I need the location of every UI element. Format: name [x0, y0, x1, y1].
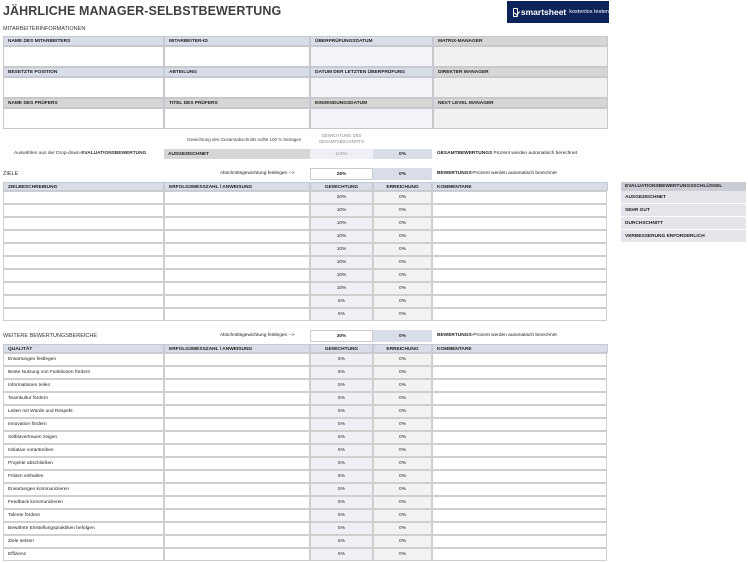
achievement-cell: 0%: [373, 496, 432, 509]
table-header-cell: ERFOLGSMESSZAHL / ANWEISUNG: [164, 182, 310, 191]
table-header-cell: ZIELBESCHREIBUNG: [3, 182, 164, 191]
table-row: [3, 418, 607, 431]
weight-input[interactable]: 5%: [310, 308, 373, 321]
weight-input[interactable]: 5%: [310, 535, 373, 548]
select-instruction: [14, 151, 146, 156]
metric-input[interactable]: [164, 379, 310, 392]
achievement-cell: 0%: [373, 431, 432, 444]
total-label-rest: Prozent werden automatisch berechnet: [492, 151, 577, 156]
metric-input[interactable]: [164, 548, 310, 561]
table-header-cell: GEWICHTUNG: [310, 182, 373, 191]
goal-description-input[interactable]: [3, 230, 164, 243]
metric-input[interactable]: [164, 457, 310, 470]
table-row: [3, 269, 607, 282]
metric-input[interactable]: [164, 392, 310, 405]
metric-input[interactable]: [164, 308, 310, 321]
achievement-cell: 0%: [373, 230, 432, 243]
comments-input[interactable]: [432, 392, 607, 405]
smartsheet-logo-button[interactable]: [507, 1, 609, 23]
comments-input[interactable]: [432, 308, 607, 321]
metric-input[interactable]: [164, 522, 310, 535]
employee-field-input[interactable]: [3, 108, 164, 129]
weight-input[interactable]: 5%: [310, 470, 373, 483]
total-label-bold: GESAMTBEWERTUNGS: [437, 151, 493, 156]
rating-key-item: SEHR GUT: [621, 204, 746, 217]
comments-input[interactable]: [432, 366, 607, 379]
employee-field-input[interactable]: [310, 77, 433, 98]
table-row: [3, 256, 607, 269]
evaluation-dropdown[interactable]: AUSGEZEICHNET: [164, 149, 310, 159]
quality-cell: Selbstvertrauen zeigen: [3, 431, 164, 444]
comments-input[interactable]: [432, 230, 607, 243]
weight-input[interactable]: 5%: [310, 431, 373, 444]
table-row: [3, 522, 607, 535]
achievement-cell: 0%: [373, 470, 432, 483]
additional-note: [437, 333, 557, 338]
metric-input[interactable]: [164, 282, 310, 295]
achievement-cell: 0%: [373, 379, 432, 392]
weight-input[interactable]: 10%: [310, 217, 373, 230]
rating-key-item: AUSGEZEICHNET: [621, 191, 746, 204]
table-row: [3, 308, 607, 321]
table-row: [3, 444, 607, 457]
metric-input[interactable]: [164, 269, 310, 282]
goals-note-rest: Prozent werden automatisch berechnet: [473, 171, 557, 176]
weight-input[interactable]: 5%: [310, 457, 373, 470]
weight-input[interactable]: 10%: [310, 282, 373, 295]
achievement-cell: 0%: [373, 308, 432, 321]
goal-description-input[interactable]: [3, 217, 164, 230]
employee-field-label: MATRIX-MANAGER: [433, 36, 608, 46]
logo-tagline: kostenlos testen: [569, 9, 609, 15]
weight-input[interactable]: 5%: [310, 353, 373, 366]
achievement-cell: 0%: [373, 353, 432, 366]
metric-input[interactable]: [164, 295, 310, 308]
quality-cell: Feedback kommunizieren: [3, 496, 164, 509]
total-rating-note: [437, 151, 577, 156]
metric-input[interactable]: [164, 204, 310, 217]
weight-input[interactable]: 5%: [310, 483, 373, 496]
achievement-cell: 0%: [373, 243, 432, 256]
table-row: [3, 496, 607, 509]
total-weight-value: 100%: [310, 149, 373, 159]
table-row: [3, 217, 607, 230]
weight-input[interactable]: 5%: [310, 496, 373, 509]
metric-input[interactable]: [164, 405, 310, 418]
employee-field-input[interactable]: [3, 77, 164, 98]
goals-weight-label: Abschnittsgewichtung festlegen -->: [220, 171, 295, 176]
table-row: [3, 548, 607, 561]
weight-input[interactable]: 5%: [310, 366, 373, 379]
weight-input[interactable]: 5%: [310, 405, 373, 418]
table-row: [3, 483, 607, 496]
comments-input[interactable]: [432, 483, 607, 496]
quality-cell: Fristen einhalten: [3, 470, 164, 483]
goals-section-achievement: 0%: [373, 168, 432, 180]
comments-input[interactable]: [432, 243, 607, 256]
quality-cell: Innovation fördern: [3, 418, 164, 431]
weight-input[interactable]: 5%: [310, 509, 373, 522]
weight-header: GEWICHTUNG DES GESAMTABSCHNITTS: [318, 133, 365, 144]
comments-input[interactable]: [432, 269, 607, 282]
weight-input[interactable]: 5%: [310, 295, 373, 308]
employee-field-label: ÜBERPRÜFUNGSDATUM: [310, 36, 433, 46]
employee-field-label: DIREKTER MANAGER: [433, 67, 608, 77]
metric-input[interactable]: [164, 353, 310, 366]
achievement-cell: 0%: [373, 457, 432, 470]
metric-input[interactable]: [164, 230, 310, 243]
additional-note-bold: BEWERTUNGS-: [437, 333, 474, 338]
goals-title: ZIELE: [3, 171, 19, 177]
table-row: [3, 457, 607, 470]
quality-cell: Projekte abschließen: [3, 457, 164, 470]
achievement-cell: 0%: [373, 405, 432, 418]
weight-input[interactable]: 20%: [310, 191, 373, 204]
table-header-cell: KOMMENTARE: [432, 182, 608, 191]
achievement-cell: 0%: [373, 366, 432, 379]
comments-input[interactable]: [432, 191, 607, 204]
quality-cell: Initiative vorantreiben: [3, 444, 164, 457]
achievement-cell: 0%: [373, 483, 432, 496]
weight-input[interactable]: 5%: [310, 522, 373, 535]
logo-brand: smartsheet: [520, 7, 567, 17]
table-row: [3, 230, 607, 243]
achievement-cell: 0%: [373, 392, 432, 405]
comments-input[interactable]: [432, 405, 607, 418]
comments-input[interactable]: [432, 535, 607, 548]
weight-input[interactable]: 5%: [310, 444, 373, 457]
goal-description-input[interactable]: [3, 243, 164, 256]
table-row: [3, 470, 607, 483]
weight-input[interactable]: 5%: [310, 548, 373, 561]
achievement-cell: 0%: [373, 444, 432, 457]
table-header-cell: GEWICHTUNG: [310, 344, 373, 353]
employee-field-label: NEXT LEVEL MANAGER: [433, 98, 608, 108]
weight-note: Gewichtung des Gesamtabschnitts sollte 100 % betragen: [187, 137, 302, 142]
goals-section-weight-input[interactable]: 25%: [310, 168, 373, 180]
table-header-cell: QUALITÄT: [3, 344, 164, 353]
goal-description-input[interactable]: [3, 256, 164, 269]
select-prefix: Auswählen aus der Drop-down-: [14, 151, 82, 156]
employee-field-label: NAME DES MITARBEITERS: [3, 36, 164, 46]
additional-note-rest: Prozent werden automatisch berechnet: [473, 333, 557, 338]
table-header-cell: ERREICHUNG: [373, 344, 432, 353]
goal-description-input[interactable]: [3, 282, 164, 295]
weight-input[interactable]: 5%: [310, 379, 373, 392]
comments-input[interactable]: [432, 353, 607, 366]
achievement-cell: 0%: [373, 548, 432, 561]
additional-section-weight-input[interactable]: 30%: [310, 330, 373, 342]
quality-cell: Bewährte Einstellungspraktiken befolgen: [3, 522, 164, 535]
comments-input[interactable]: [432, 295, 607, 308]
employee-field-input[interactable]: [164, 77, 310, 98]
rating-key-item: DURCHSCHNITT: [621, 217, 746, 230]
quality-cell: Ziele setzen: [3, 535, 164, 548]
goals-note: [437, 171, 557, 176]
page-title: JÄHRLICHE MANAGER-SELBSTBEWERTUNG: [3, 4, 282, 18]
table-row: [3, 366, 607, 379]
achievement-cell: 0%: [373, 269, 432, 282]
quality-cell: Teamkultur fördern: [3, 392, 164, 405]
metric-input[interactable]: [164, 444, 310, 457]
goal-description-input[interactable]: [3, 295, 164, 308]
goals-note-bold: BEWERTUNGS-: [437, 171, 474, 176]
employee-field-input[interactable]: [310, 108, 433, 129]
employee-field-input[interactable]: [433, 77, 608, 98]
comments-input[interactable]: [432, 509, 607, 522]
table-header-cell: ERFOLGSMESSZAHL / ANWEISUNG: [164, 344, 310, 353]
table-row: [3, 243, 607, 256]
weight-input[interactable]: 10%: [310, 204, 373, 217]
table-row: [3, 379, 607, 392]
quality-cell: Beste Nutzung von Funktionen fördern: [3, 366, 164, 379]
rating-key-title: EVALUATIONSBEWERTUNGSSCHLÜSSEL: [621, 182, 746, 191]
table-header-cell: KOMMENTARE: [432, 344, 608, 353]
select-bold: EVALUATIONSBEWERTUNG: [81, 151, 147, 156]
weight-input[interactable]: 10%: [310, 243, 373, 256]
table-header-cell: ERREICHUNG: [373, 182, 432, 191]
achievement-cell: 0%: [373, 282, 432, 295]
quality-cell: Informationen teilen: [3, 379, 164, 392]
quality-cell: Erwartungen kommunizieren: [3, 483, 164, 496]
achievement-cell: 0%: [373, 256, 432, 269]
employee-field-label: NAME DES PRÜFERS: [3, 98, 164, 108]
metric-input[interactable]: [164, 191, 310, 204]
goal-description-input[interactable]: [3, 269, 164, 282]
metric-input[interactable]: [164, 256, 310, 269]
table-row: [3, 431, 607, 444]
quality-cell: Effizienz: [3, 548, 164, 561]
metric-input[interactable]: [164, 243, 310, 256]
metric-input[interactable]: [164, 217, 310, 230]
total-achievement-value: 0%: [373, 149, 432, 159]
employee-section-title: MITARBEITERINFORMATIONEN: [3, 26, 86, 32]
comments-input[interactable]: [432, 256, 607, 269]
comments-input[interactable]: [432, 470, 607, 483]
achievement-cell: 0%: [373, 295, 432, 308]
metric-input[interactable]: [164, 431, 310, 444]
employee-field-label: BESETZTE POSITION: [3, 67, 164, 77]
employee-field-input[interactable]: [3, 46, 164, 67]
comments-input[interactable]: [432, 548, 607, 561]
achievement-cell: 0%: [373, 204, 432, 217]
metric-input[interactable]: [164, 470, 310, 483]
achievement-cell: 0%: [373, 217, 432, 230]
comments-input[interactable]: [432, 379, 607, 392]
quality-cell: Talente fördern: [3, 509, 164, 522]
comments-input[interactable]: [432, 282, 607, 295]
additional-weight-label: Abschnittsgewichtung festlegen -->: [220, 333, 295, 338]
employee-field-input[interactable]: [433, 108, 608, 129]
comments-input[interactable]: [432, 217, 607, 230]
achievement-cell: 0%: [373, 509, 432, 522]
weight-input[interactable]: 5%: [310, 418, 373, 431]
comments-input[interactable]: [432, 496, 607, 509]
metric-input[interactable]: [164, 366, 310, 379]
achievement-cell: 0%: [373, 191, 432, 204]
comments-input[interactable]: [432, 444, 607, 457]
table-row: [3, 405, 607, 418]
employee-field-input[interactable]: [433, 46, 608, 67]
table-row: [3, 282, 607, 295]
comments-input[interactable]: [432, 431, 607, 444]
check-icon: [513, 8, 518, 17]
metric-input[interactable]: [164, 483, 310, 496]
weight-input[interactable]: 10%: [310, 269, 373, 282]
weight-input[interactable]: 10%: [310, 230, 373, 243]
employee-field-label: ABTEILUNG: [164, 67, 310, 77]
employee-field-input[interactable]: [164, 108, 310, 129]
table-row: [3, 353, 607, 366]
table-row: [3, 392, 607, 405]
comments-input[interactable]: [432, 418, 607, 431]
goal-description-input[interactable]: [3, 204, 164, 217]
achievement-cell: 0%: [373, 418, 432, 431]
employee-field-label: MITARBEITER-ID: [164, 36, 310, 46]
employee-field-label: EINSENDUNGSDATUM: [310, 98, 433, 108]
metric-input[interactable]: [164, 535, 310, 548]
table-row: [3, 204, 607, 217]
comments-input[interactable]: [432, 457, 607, 470]
metric-input[interactable]: [164, 509, 310, 522]
quality-cell: Erwartungen festlegen: [3, 353, 164, 366]
comments-input[interactable]: [432, 522, 607, 535]
table-row: [3, 295, 607, 308]
weight-input[interactable]: 10%: [310, 256, 373, 269]
weight-input[interactable]: 5%: [310, 392, 373, 405]
goal-description-input[interactable]: [3, 191, 164, 204]
employee-field-label: TITEL DES PRÜFERS: [164, 98, 310, 108]
quality-cell: Leiten mit Würde und Respekt: [3, 405, 164, 418]
table-row: [3, 191, 607, 204]
table-row: [3, 535, 607, 548]
table-row: [3, 509, 607, 522]
achievement-cell: 0%: [373, 522, 432, 535]
employee-field-input[interactable]: [310, 46, 433, 67]
rating-key-item: VERBESSERUNG ERFORDERLICH: [621, 230, 746, 243]
comments-input[interactable]: [432, 204, 607, 217]
metric-input[interactable]: [164, 496, 310, 509]
employee-field-input[interactable]: [164, 46, 310, 67]
additional-section-achievement: 0%: [373, 330, 432, 342]
employee-field-label: DATUM DER LETZTEN ÜBERPRÜFUNG: [310, 67, 433, 77]
metric-input[interactable]: [164, 418, 310, 431]
achievement-cell: 0%: [373, 535, 432, 548]
goal-description-input[interactable]: [3, 308, 164, 321]
additional-title: WEITERE BEWERTUNGSBEREICHE: [3, 333, 98, 339]
